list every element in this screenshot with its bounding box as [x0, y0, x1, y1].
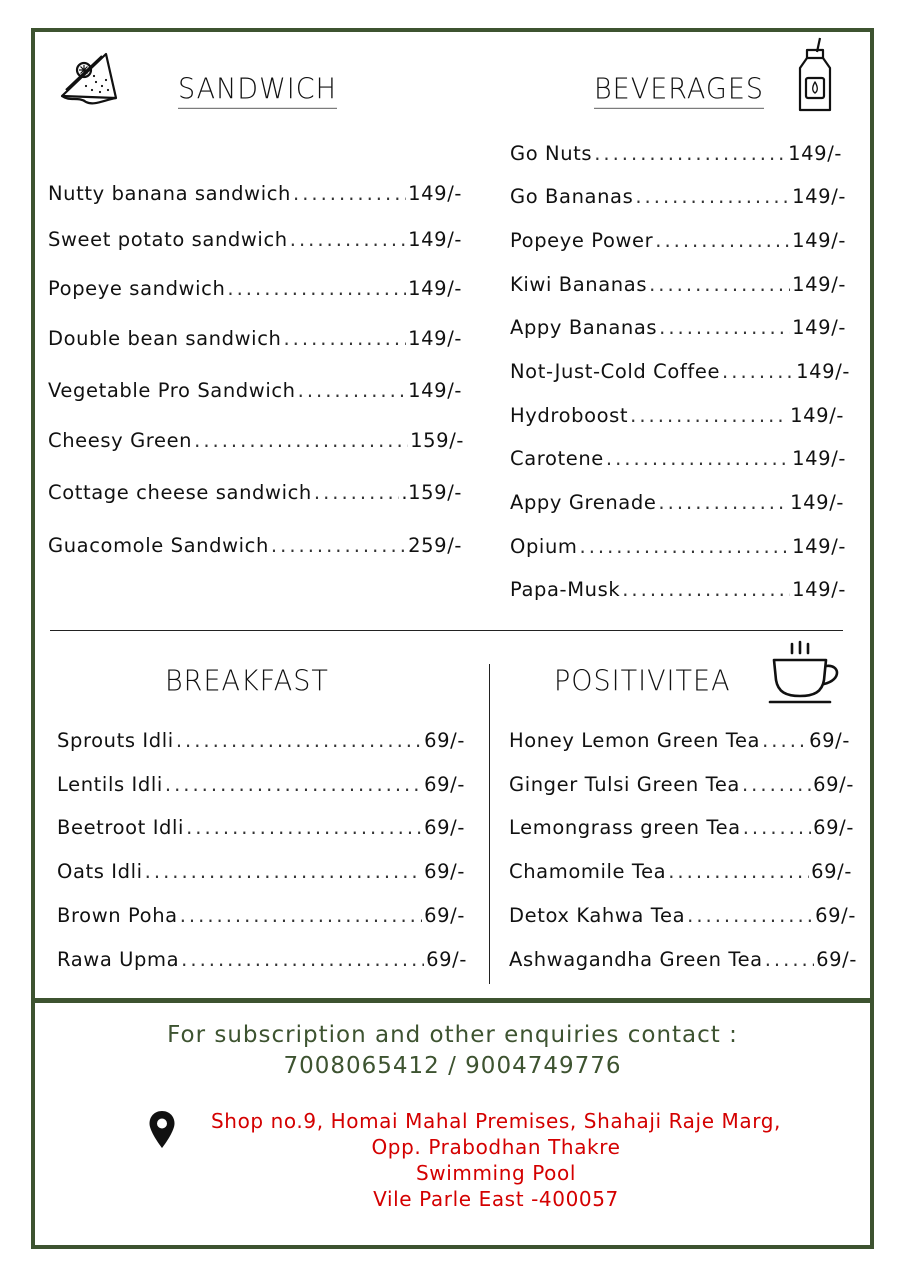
breakfast-item: [57, 773, 465, 796]
item-name: Oats Idli: [57, 860, 143, 883]
item-name: Lentils Idli: [57, 773, 163, 796]
item-name: Beetroot Idli: [57, 816, 185, 839]
item-price: 149/-: [792, 185, 846, 208]
address-block: [196, 1108, 796, 1212]
contact-line: For subscription and other enquiries contact :: [167, 1022, 738, 1048]
item-name: Kiwi Bananas: [510, 273, 648, 296]
item-name: Popeye sandwich: [48, 277, 226, 300]
beverage-item: [510, 273, 846, 296]
beverage-item: [510, 229, 846, 252]
item-name: Honey Lemon Green Tea: [509, 729, 761, 752]
beverage-item: [510, 404, 844, 427]
item-price: 149/-: [408, 277, 462, 300]
location-pin-icon: [148, 1110, 176, 1150]
sandwich-item: [48, 379, 462, 402]
item-price: 149/-: [792, 273, 846, 296]
breakfast-item: [57, 729, 465, 752]
beverage-item: [510, 316, 846, 339]
tea-cup-icon: [766, 638, 846, 706]
beverage-item: [510, 491, 844, 514]
beverage-item: [510, 447, 846, 470]
item-price: 69/-: [424, 904, 465, 927]
breakfast-item: [57, 816, 465, 839]
item-name: Chamomile Tea: [509, 860, 667, 883]
item-price: 69/-: [424, 773, 465, 796]
item-name: Guacomole Sandwich: [48, 534, 269, 557]
item-name: Sweet potato sandwich: [48, 228, 288, 251]
tea-item: [509, 816, 854, 839]
tea-item: [509, 948, 857, 971]
item-price: .159/-: [401, 481, 462, 504]
item-price: 69/-: [424, 860, 465, 883]
sandwich-item: [48, 277, 462, 300]
beverage-item: [510, 185, 846, 208]
item-price: 149/-: [790, 491, 844, 514]
breakfast-item: [57, 860, 465, 883]
beverage-item: [510, 578, 846, 601]
beverage-item: [510, 360, 850, 383]
item-name: Detox Kahwa Tea: [509, 904, 686, 927]
item-name: Go Bananas: [510, 185, 634, 208]
sandwich-item: [48, 327, 462, 350]
item-name: Popeye Power: [510, 229, 654, 252]
address-line: Opp. Prabodhan Thakre: [371, 1135, 621, 1159]
sandwich-item: [48, 534, 462, 557]
item-name: Papa-Musk: [510, 578, 621, 601]
item-price: 149/-: [792, 229, 846, 252]
item-name: Opium: [510, 535, 578, 558]
item-price: 149/-: [788, 142, 842, 165]
sandwich-item: [48, 481, 462, 504]
item-name: Cheesy Green: [48, 429, 193, 452]
sandwich-item: [48, 182, 462, 205]
item-price: 69/-: [809, 729, 850, 752]
sandwich-item: [48, 228, 462, 251]
item-price: 149/-: [796, 360, 850, 383]
item-price: 149/-: [792, 578, 846, 601]
item-name: Brown Poha: [57, 904, 178, 927]
item-name: Double bean sandwich: [48, 327, 282, 350]
item-name: Sprouts Idli: [57, 729, 174, 752]
item-price: 69/-: [424, 729, 465, 752]
item-name: Carotene: [510, 447, 604, 470]
address-line: Vile Parle East -400057: [373, 1187, 619, 1211]
tea-item: [509, 860, 852, 883]
sandwich-icon: [56, 46, 122, 112]
positivitea-heading: POSITIVITEA: [554, 665, 731, 698]
item-price: 69/-: [816, 948, 857, 971]
item-name: Go Nuts: [510, 142, 593, 165]
item-price: 69/-: [813, 773, 854, 796]
address-line: Swimming Pool: [415, 1161, 577, 1185]
item-price: 69/-: [813, 816, 854, 839]
footer-divider: [31, 998, 874, 1003]
sandwich-heading: SANDWICH: [178, 73, 337, 109]
item-name: Vegetable Pro Sandwich: [48, 379, 296, 402]
bottle-icon: [795, 36, 835, 116]
item-price: 259/-: [408, 534, 462, 557]
tea-item: [509, 773, 854, 796]
item-price: 69/-: [815, 904, 856, 927]
item-price: 149/-: [408, 228, 462, 251]
address-line: Shop no.9, Homai Mahal Premises, Shahaji Raje Marg,: [211, 1109, 781, 1133]
item-price: 149/-: [792, 447, 846, 470]
beverages-heading: BEVERAGES: [594, 73, 764, 109]
phone-numbers: 7008065412 / 9004749776: [283, 1053, 622, 1079]
item-name: Lemongrass green Tea: [509, 816, 741, 839]
item-name: Not-Just-Cold Coffee: [510, 360, 721, 383]
item-price: 159/-: [410, 429, 464, 452]
vertical-divider: [489, 664, 490, 984]
item-name: Ginger Tulsi Green Tea: [509, 773, 740, 796]
item-name: Appy Grenade: [510, 491, 657, 514]
item-price: 69/-: [424, 816, 465, 839]
tea-item: [509, 729, 850, 752]
item-price: 149/-: [408, 327, 462, 350]
item-price: 149/-: [790, 404, 844, 427]
item-price: 69/-: [811, 860, 852, 883]
item-price: 149/-: [792, 316, 846, 339]
item-name: Ashwagandha Green Tea: [509, 948, 763, 971]
tea-item: [509, 904, 856, 927]
item-price: 69/-: [426, 948, 467, 971]
item-name: Appy Bananas: [510, 316, 658, 339]
item-name: Hydroboost: [510, 404, 629, 427]
breakfast-heading: BREAKFAST: [165, 665, 329, 698]
breakfast-item: [57, 948, 467, 971]
item-price: 149/-: [408, 379, 462, 402]
item-price: 149/-: [408, 182, 462, 205]
beverage-item: [510, 535, 846, 558]
item-name: Nutty banana sandwich: [48, 182, 292, 205]
horizontal-divider: [50, 630, 843, 631]
sandwich-item: [48, 429, 464, 452]
breakfast-item: [57, 904, 465, 927]
item-price: 149/-: [792, 535, 846, 558]
item-name: Cottage cheese sandwich: [48, 481, 312, 504]
item-name: Rawa Upma: [57, 948, 180, 971]
beverage-item: [510, 142, 842, 165]
